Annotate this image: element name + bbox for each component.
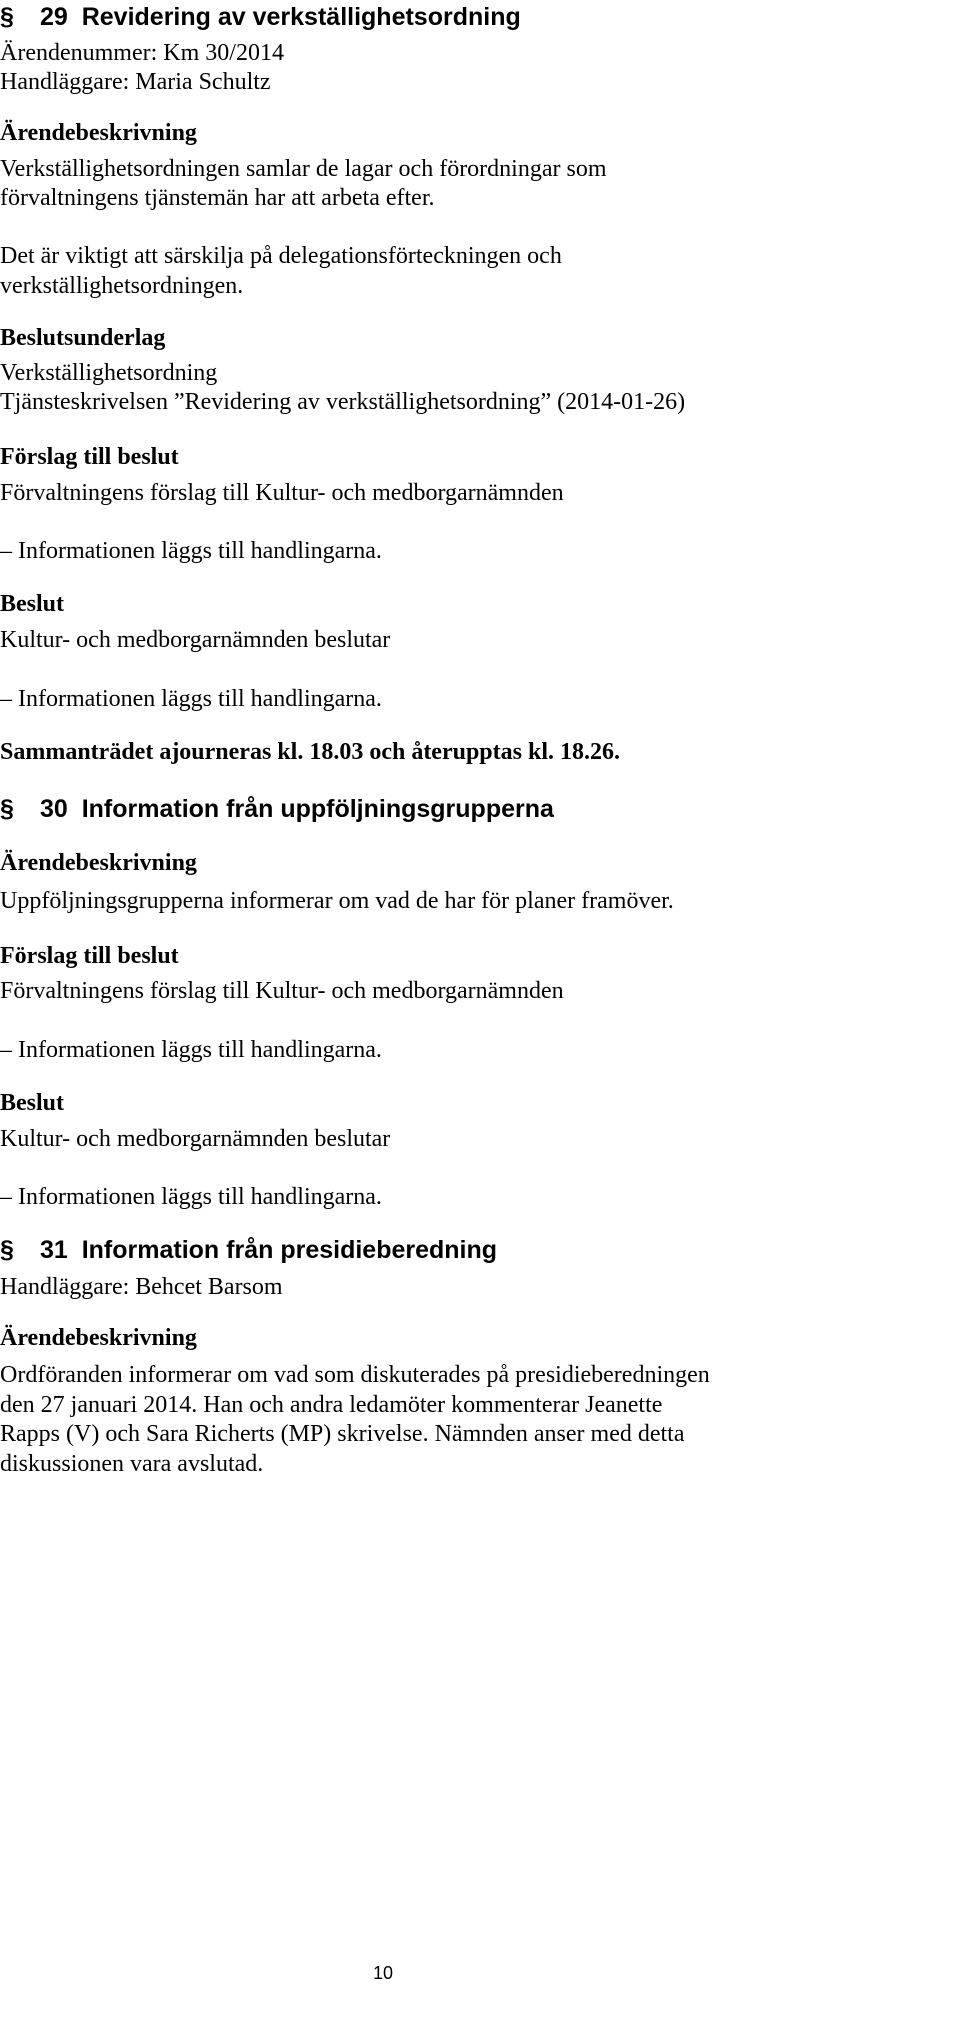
beslut-heading: Beslut [0,1090,65,1116]
description-line: Det är viktigt att särskilja på delegationsförteckningen och [0,243,562,269]
beslutsunderlag-heading: Beslutsunderlag [0,325,166,351]
description-line: Verkställighetsordningen samlar de lagar och förordningar som [0,156,607,182]
description-line: förvaltningens tjänstemän har att arbeta efter. [0,185,435,211]
description-line: den 27 januari 2014. Han och andra ledamöter kommenterar Jeanette [0,1392,663,1418]
description-line: Ordföranden informerar om vad som diskuterades på presidieberedningen [0,1362,710,1388]
case-officer: Handläggare: Maria Schultz [0,69,271,95]
beslut-item: – Informationen läggs till handlingarna. [0,1184,382,1210]
beslut-intro: Kultur- och medborgarnämnden beslutar [0,627,391,653]
case-number: Ärendenummer: Km 30/2014 [0,40,284,66]
forslag-item: – Informationen läggs till handlingarna. [0,538,382,564]
section-number: 29 [40,3,68,31]
section-title: Information från uppföljningsgrupperna [81,795,554,823]
beslut-item: – Informationen läggs till handlingarna. [0,686,382,712]
forslag-item: – Informationen läggs till handlingarna. [0,1037,382,1063]
basis-line: Verkställighetsordning [0,360,218,386]
page-number: 10 [373,1963,394,1983]
section-number: 30 [40,795,68,823]
section-title: Revidering av verkställighetsordning [81,3,521,31]
forslag-heading: Förslag till beslut [0,444,179,470]
beslut-heading: Beslut [0,591,65,617]
description-line: Uppföljningsgrupperna informerar om vad de har för planer framöver. [0,888,674,914]
forslag-heading: Förslag till beslut [0,943,179,969]
forslag-intro: Förvaltningens förslag till Kultur- och medborgarnämnden [0,978,564,1004]
basis-line: Tjänsteskrivelsen ”Revidering av verkställighetsordning” (2014-01-26) [0,389,686,415]
section-title: Information från presidieberedning [81,1236,498,1264]
arendebeskrivning-heading: Ärendebeskrivning [0,1325,197,1351]
forslag-intro: Förvaltningens förslag till Kultur- och medborgarnämnden [0,480,564,506]
paragraph-mark: § [0,1236,14,1264]
section-heading-29 [0,0,521,34]
description-line: verkställighetsordningen. [0,273,244,299]
paragraph-mark: § [0,795,14,823]
adjournment-note: Sammanträdet ajourneras kl. 18.03 och återupptas kl. 18.26. [0,739,621,765]
arendebeskrivning-heading: Ärendebeskrivning [0,850,197,876]
section-heading-31 [0,1233,497,1267]
paragraph-mark: § [0,3,14,31]
case-officer: Handläggare: Behcet Barsom [0,1274,283,1300]
description-line: Rapps (V) och Sara Richerts (MP) skrivelse. Nämnden anser med detta [0,1421,685,1447]
beslut-intro: Kultur- och medborgarnämnden beslutar [0,1126,391,1152]
description-line: diskussionen vara avslutad. [0,1451,264,1477]
section-heading-30 [0,792,554,826]
arendebeskrivning-heading: Ärendebeskrivning [0,120,197,146]
section-number: 31 [40,1236,68,1264]
